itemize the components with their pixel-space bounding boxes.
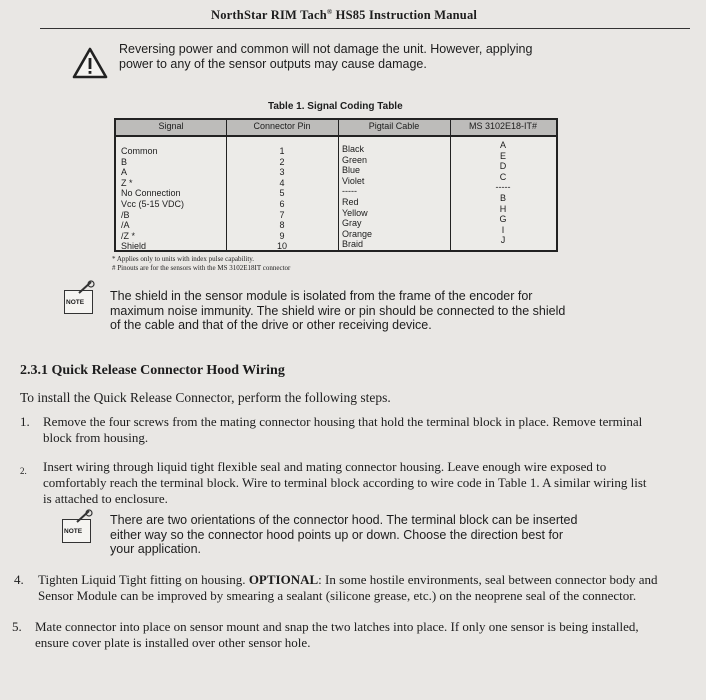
section-title: 2.3.1 Quick Release Connector Hood Wiring	[20, 363, 285, 378]
ms-pin-column	[450, 140, 556, 246]
signal-cell: Shield	[121, 241, 147, 252]
signal-cell: No Connection	[121, 188, 181, 199]
cable-color-cell: Violet	[342, 175, 365, 186]
cable-color-cell: -----	[342, 186, 357, 197]
step-number: 1.	[20, 414, 30, 429]
header-title-prefix: NorthStar RIM Tach	[211, 8, 327, 23]
cable-color-cell: Blue	[342, 165, 361, 176]
section-intro: To install the Quick Release Connector, perform the following steps.	[20, 390, 391, 405]
signal-cell: Z *	[121, 177, 133, 188]
pin-cell: 2	[279, 156, 285, 167]
ms-pin-cell: E	[499, 150, 506, 161]
header-rule	[40, 28, 690, 29]
header-signal: Signal	[158, 121, 184, 131]
pin-cell: 10	[276, 241, 287, 252]
cable-color-cell: Black	[342, 144, 365, 154]
pin-cell: 1	[279, 146, 285, 156]
signal-cell: Vcc (5-15 VDC)	[121, 198, 185, 209]
note-icon	[62, 280, 96, 314]
page-header	[211, 8, 477, 23]
table-caption: Table 1. Signal Coding Table	[268, 101, 403, 112]
header-title-suffix: HS85 Instruction Manual	[332, 8, 478, 23]
step-text	[38, 572, 678, 604]
pin-cell: 4	[279, 177, 285, 188]
cable-color-cell: Red	[342, 196, 359, 207]
ms-pin-cell: A	[499, 140, 506, 150]
header-connector-pin: Connector Pin	[253, 121, 311, 131]
ms-pin-cell: J	[500, 235, 506, 246]
note-text-hood-orientation: There are two orientations of the connector hood. The terminal block can be inserted either way so the connector hood points up or down. Choose the direction best for your application.	[110, 513, 578, 556]
cable-color-cell: Orange	[342, 228, 373, 239]
pin-cell: 9	[279, 230, 285, 241]
step-text: Remove the four screws from the mating connector housing that hold the terminal block in place. Remove terminal block from housing.	[43, 414, 643, 445]
header-pigtail-cable: Pigtail Cable	[368, 121, 420, 131]
step-text-part: Tighten Liquid Tight fitting on housing.	[38, 572, 249, 587]
signal-cell: Common	[121, 146, 158, 156]
pin-cell: 8	[279, 220, 285, 231]
pencil-icon	[75, 509, 93, 523]
column-divider	[338, 120, 339, 250]
ms-pin-cell: -----	[495, 182, 511, 193]
ms-pin-cell: G	[499, 214, 507, 225]
step-text-part: : In some hostile environments, seal between connector body and Sensor Module can be improved by smearing a sealant (silicone grease, etc.) on the neoprene seal of the connector.	[38, 572, 658, 603]
cable-column	[342, 144, 372, 250]
footnote-ms-connector: # Pinouts are for the sensors with the MS 3102E18IT connector	[112, 263, 291, 272]
pin-cell: 7	[279, 209, 285, 220]
table-header-row	[116, 120, 556, 137]
cable-color-cell: Green	[342, 154, 368, 165]
pin-cell: 6	[279, 198, 285, 209]
step-text: Insert wiring through liquid tight flexible seal and mating connector housing. Leave enough wire exposed to comfortably reach the terminal block. Wire to terminal block according to wire code in Table 1. A similar wiring list is attached to enclosure.	[43, 459, 647, 506]
ms-pin-cell: H	[499, 203, 507, 214]
signal-cell: A	[121, 167, 128, 178]
header-ms-connector: MS 3102E18-IT#	[468, 121, 538, 131]
note-icon-label: NOTE	[64, 528, 83, 535]
warning-text: Reversing power and common will not damage the unit. However, applying power to any of the sensor outputs may cause damage.	[119, 42, 533, 71]
registered-mark: ®	[326, 8, 333, 16]
pin-cell: 5	[279, 188, 285, 199]
optional-label: OPTIONAL	[248, 572, 319, 587]
pencil-icon	[77, 280, 95, 294]
warning-triangle-icon	[72, 46, 108, 80]
signal-cell: /B	[121, 209, 130, 220]
table-footnotes	[112, 255, 290, 272]
note-text-shield: The shield in the sensor module is isolated from the frame of the encoder for maximum noise immunity. The shield wire or pin should be connected to the shield of the cable and that of the drive or other receiving device.	[110, 289, 566, 332]
step-number: 4.	[14, 572, 24, 587]
pin-cell: 3	[279, 167, 285, 178]
step-text: Mate connector into place on sensor mount and snap the two latches into place. If only one sensor is being installed, ensure cover plate is installed over other sensor hole.	[35, 619, 639, 650]
step-number: 5.	[12, 619, 22, 634]
signal-cell: /Z *	[121, 230, 136, 241]
footnote-index-pulse: * Applies only to units with index pulse capability.	[112, 255, 255, 263]
signal-column	[121, 146, 184, 252]
signal-cell: /A	[121, 220, 130, 231]
note-icon-label: NOTE	[66, 299, 85, 306]
cable-color-cell: Gray	[342, 218, 362, 229]
signal-cell: B	[121, 156, 128, 167]
step-number: 2.	[20, 466, 27, 476]
ms-pin-cell: C	[499, 171, 507, 182]
note-icon	[60, 509, 94, 543]
ms-pin-cell: D	[499, 161, 507, 172]
cable-color-cell: Yellow	[342, 207, 368, 218]
ms-pin-cell: I	[501, 224, 505, 235]
cable-color-cell: Braid	[342, 239, 364, 250]
ms-pin-cell: B	[499, 192, 506, 203]
pin-column	[226, 146, 338, 252]
signal-coding-table	[114, 118, 558, 252]
